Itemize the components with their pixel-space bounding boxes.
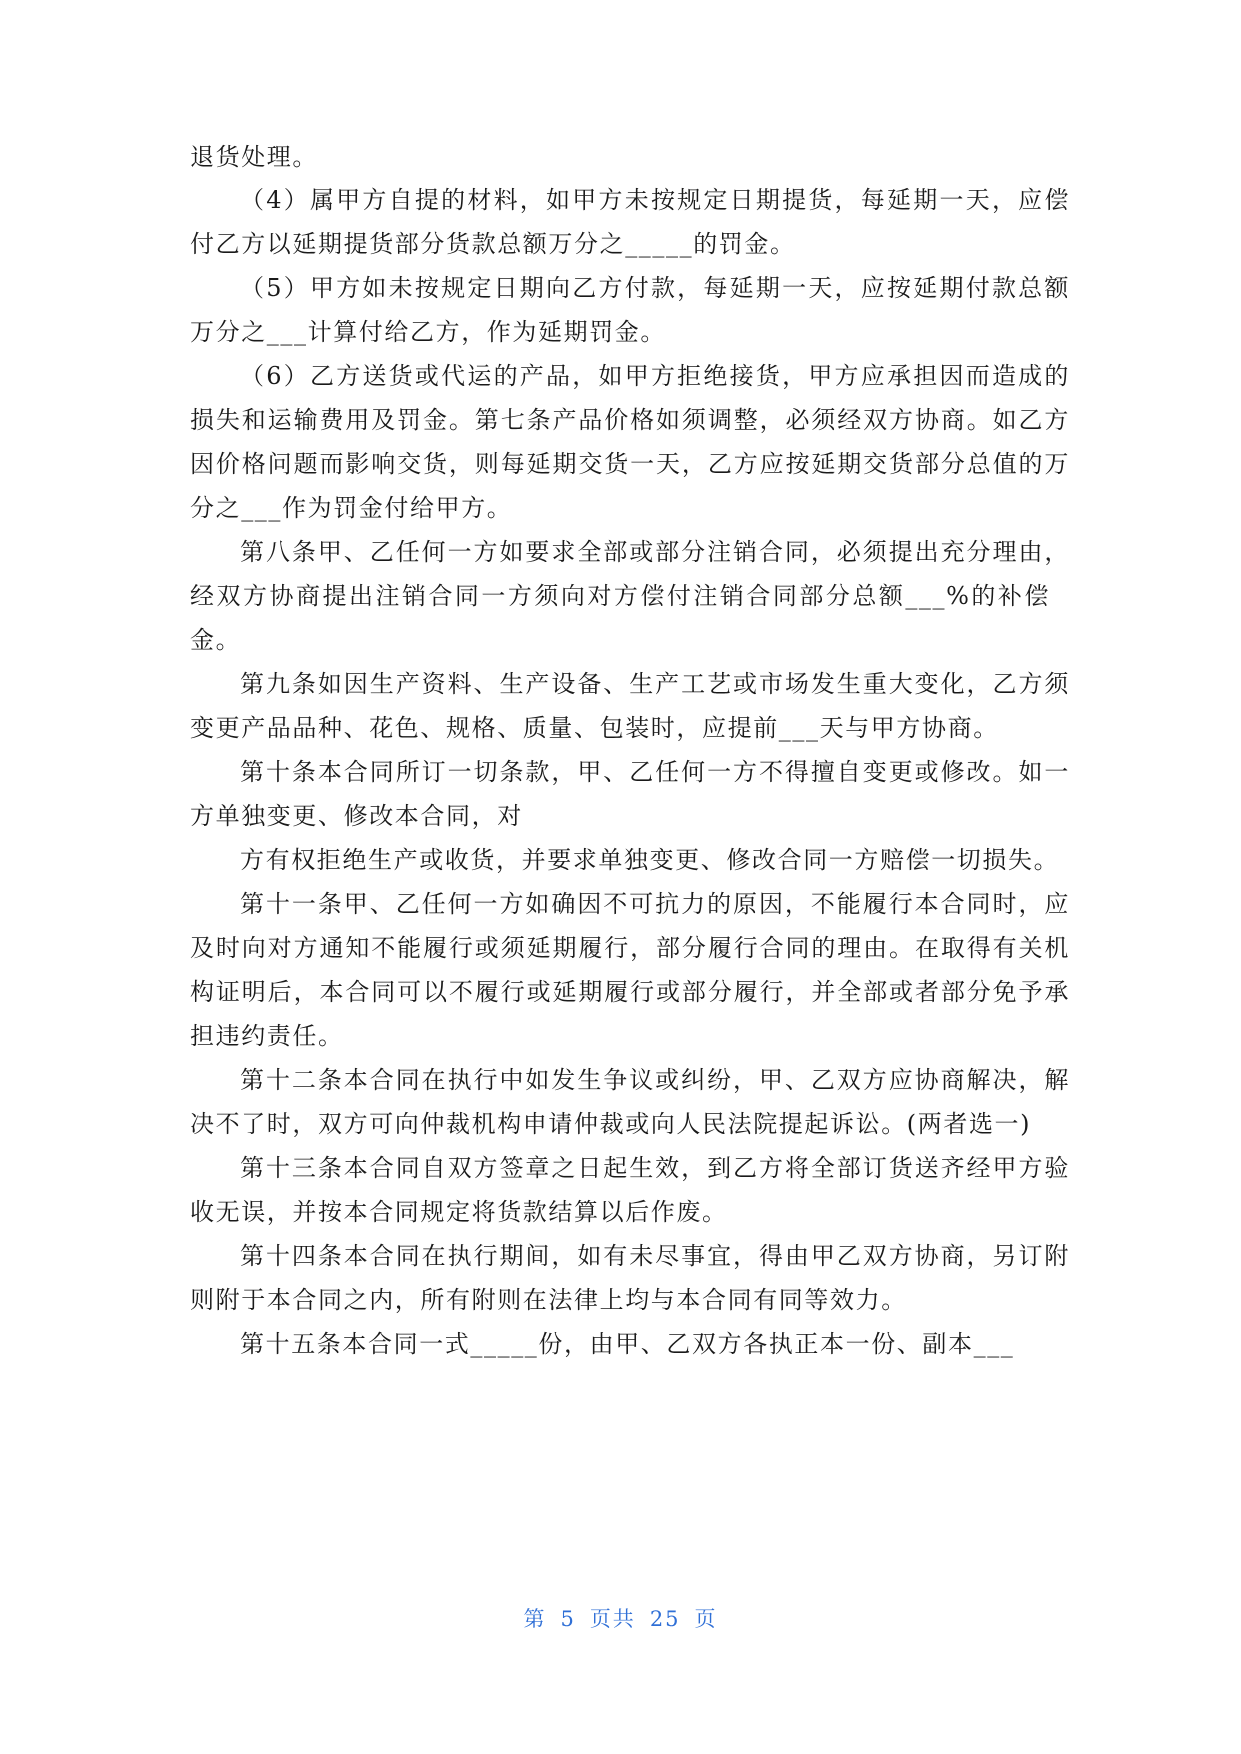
text-line: 第十四条本合同在执行期间，如有未尽事宜，得由甲乙双方协商，另订附 bbox=[240, 1242, 1070, 1270]
text-line: 损失和运输费用及罚金。第七条产品价格如须调整，必须经双方协商。如乙方 bbox=[190, 406, 1070, 434]
footer-prefix: 第 bbox=[523, 1607, 547, 1631]
text-line: 付乙方以延期提货部分货款总额万分之_____的罚金。 bbox=[190, 230, 796, 258]
text-line: （6）乙方送货或代运的产品，如甲方拒绝接货，甲方应承担因而造成的 bbox=[240, 362, 1070, 390]
text-line: 收无误，并按本合同规定将货款结算以后作废。 bbox=[190, 1198, 728, 1226]
footer-total-pages: 25 bbox=[649, 1607, 681, 1631]
text-line: 退货处理。 bbox=[190, 143, 318, 171]
text-line: 第十条本合同所订一切条款，甲、乙任何一方不得擅自变更或修改。如一 bbox=[240, 758, 1070, 786]
footer-current-page: 5 bbox=[560, 1607, 576, 1631]
text-line: 第十二条本合同在执行中如发生争议或纠纷，甲、乙双方应协商解决，解 bbox=[240, 1066, 1070, 1094]
text-line: （4）属甲方自提的材料，如甲方未按规定日期提货，每延期一天，应偿 bbox=[240, 186, 1070, 214]
text-line: 方单独变更、修改本合同，对 bbox=[190, 802, 523, 830]
footer-suffix: 页 bbox=[694, 1607, 718, 1631]
text-line: 则附于本合同之内，所有附则在法律上均与本合同有同等效力。 bbox=[190, 1286, 907, 1314]
text-line: 第十三条本合同自双方签章之日起生效，到乙方将全部订货送齐经甲方验 bbox=[240, 1154, 1070, 1182]
text-line: 构证明后，本合同可以不履行或延期履行或部分履行，并全部或者部分免予承 bbox=[190, 978, 1070, 1006]
footer-middle: 页共 bbox=[589, 1607, 636, 1631]
text-line: 第十一条甲、乙任何一方如确因不可抗力的原因，不能履行本合同时，应 bbox=[240, 890, 1070, 918]
text-line: 第十五条本合同一式_____份，由甲、乙双方各执正本一份、副本___ bbox=[240, 1330, 1015, 1358]
text-line: 因价格问题而影响交货，则每延期交货一天，乙方应按延期交货部分总值的万 bbox=[190, 450, 1070, 478]
text-line: 变更产品品种、花色、规格、质量、包装时，应提前___天与甲方协商。 bbox=[190, 714, 999, 742]
text-line: 决不了时，双方可向仲裁机构申请仲裁或向人民法院提起诉讼。(两者选一) bbox=[190, 1110, 1032, 1138]
text-line: 担违约责任。 bbox=[190, 1022, 344, 1050]
page-footer bbox=[0, 1605, 1241, 1633]
text-line: 万分之___计算付给乙方，作为延期罚金。 bbox=[190, 318, 666, 346]
text-line: 及时向对方通知不能履行或须延期履行，部分履行合同的理由。在取得有关机 bbox=[190, 934, 1070, 962]
text-line: （5）甲方如未按规定日期向乙方付款，每延期一天，应按延期付款总额 bbox=[240, 274, 1070, 302]
text-line: 经双方协商提出注销合同一方须向对方偿付注销合同部分总额___%的补偿 bbox=[190, 582, 1050, 610]
text-line: 分之___作为罚金付给甲方。 bbox=[190, 494, 513, 522]
text-line: 第九条如因生产资料、生产设备、生产工艺或市场发生重大变化，乙方须 bbox=[240, 670, 1070, 698]
text-line: 方有权拒绝生产或收货，并要求单独变更、修改合同一方赔偿一切损失。 bbox=[240, 846, 1060, 874]
text-line: 金。 bbox=[190, 626, 242, 654]
text-line: 第八条甲、乙任何一方如要求全部或部分注销合同，必须提出充分理由， bbox=[240, 538, 1070, 566]
